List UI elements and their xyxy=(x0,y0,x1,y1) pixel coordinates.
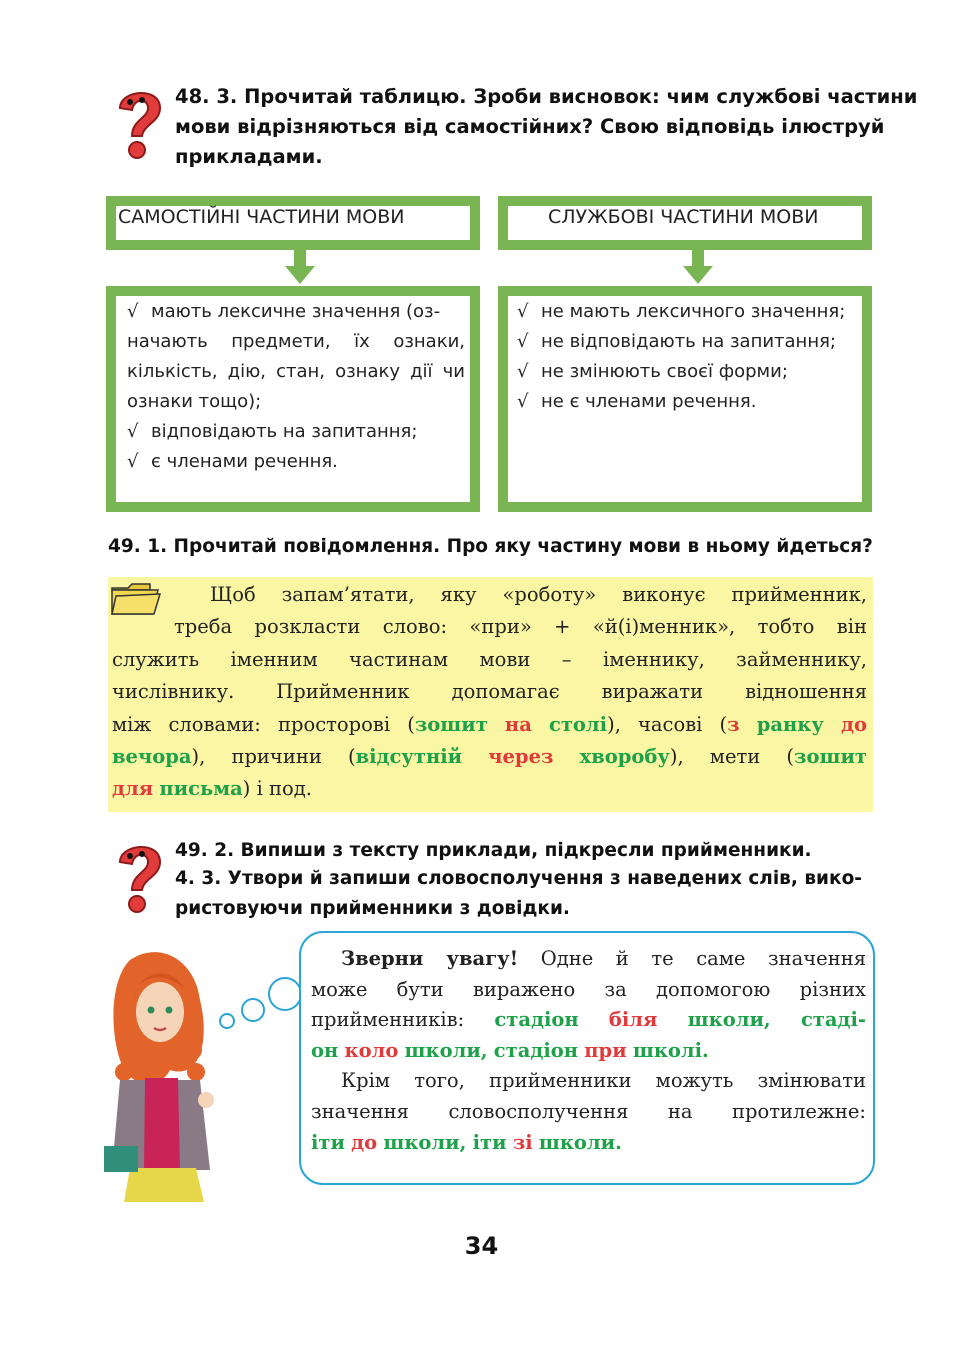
text: ), мети ( xyxy=(669,745,795,769)
list-item-text: не відповідають на запитання; xyxy=(541,331,836,352)
check-icon: √ xyxy=(517,361,529,382)
preposition: при xyxy=(584,1038,627,1062)
task-48 xyxy=(175,82,917,172)
list-item xyxy=(517,327,857,357)
rule-text xyxy=(112,579,867,806)
check-icon: √ xyxy=(127,301,139,322)
rule-line: числівнику. Прийменник допомагає виражати відношення xyxy=(112,680,867,704)
rule-line: Щоб запам’ятати, яку «роботу» виконує прийменник, xyxy=(210,583,867,606)
preposition: до xyxy=(351,1130,378,1154)
preposition: для xyxy=(112,777,154,801)
text: між словами: просторові ( xyxy=(112,712,415,736)
text: прийменників: xyxy=(311,1008,465,1032)
list-item-cont: ознаки тощо); xyxy=(127,391,262,412)
list-item xyxy=(127,447,465,477)
preposition: біля xyxy=(608,1008,658,1032)
page-number: 34 xyxy=(464,1232,499,1260)
question-mark-icon xyxy=(112,82,168,168)
note-line: значення словосполучення на протилежне: xyxy=(311,1099,866,1123)
task-48-line1: 48. 3. Прочитай таблицю. Зроби висновок: чим службові частини xyxy=(175,85,918,108)
note-text xyxy=(311,944,866,1158)
list-item-text: є членами речення. xyxy=(151,451,338,472)
example-word: зошит xyxy=(414,712,488,736)
left-list xyxy=(127,297,465,477)
note-line: Крім того, прийменники можуть змінювати xyxy=(341,1069,866,1093)
preposition: зі xyxy=(512,1130,533,1154)
check-icon: √ xyxy=(517,301,529,322)
text: ), причини ( xyxy=(191,745,356,769)
example-word: зошит xyxy=(794,745,868,769)
left-header-text: САМОСТІЙНІ ЧАСТИНИ МОВИ xyxy=(118,206,405,228)
example-word: школі. xyxy=(632,1038,709,1062)
note-heading: Зверни увагу! xyxy=(341,947,519,970)
example-word: школи, xyxy=(383,1130,467,1154)
example-word: столі xyxy=(548,712,608,736)
preposition: з xyxy=(727,712,740,736)
example-word: іти xyxy=(311,1130,345,1154)
rule-line xyxy=(112,741,867,773)
task-48-line3: прикладами. xyxy=(175,145,323,168)
task-4-3-line1: 4. 3. Утвори й запиши словосполучення з наведених слів, вико- xyxy=(175,868,862,889)
example-word: вечора xyxy=(112,745,192,769)
example-word: стадіон xyxy=(493,1038,579,1062)
list-item-cont: кількість, дію, стан, ознаку дії чи xyxy=(127,361,465,382)
preposition: на xyxy=(504,712,532,736)
check-icon: √ xyxy=(127,421,139,442)
check-icon: √ xyxy=(517,391,529,412)
list-item-cont: начають предмети, їх ознаки, xyxy=(127,331,465,352)
check-icon: √ xyxy=(517,331,529,352)
note-line xyxy=(311,1036,866,1067)
task-49-2: 49. 2. Випиши з тексту приклади, підкресли прийменники. xyxy=(175,840,812,861)
right-header-text: СЛУЖБОВІ ЧАСТИНИ МОВИ xyxy=(548,206,819,228)
down-arrow-icon xyxy=(285,250,315,286)
list-item-text: не змінюють своєї форми; xyxy=(541,361,788,382)
example-word: стаді- xyxy=(800,1008,867,1032)
example-word: хворобу xyxy=(579,745,670,769)
list-item xyxy=(127,417,465,447)
down-arrow-icon xyxy=(683,250,713,286)
rule-line: служить іменним частинам мови – іменнику, займеннику, xyxy=(112,647,867,671)
note-line xyxy=(311,1128,866,1159)
list-item-text: не є членами речення. xyxy=(541,391,757,412)
preposition: через xyxy=(488,745,554,769)
rule-line: треба розкласти слово: «при» + «й(і)менник», тобто він xyxy=(174,615,867,639)
girl-illustration xyxy=(100,940,225,1208)
right-list xyxy=(517,297,857,417)
task-48-line2: мови відрізняються від самостійних? Свою відповідь ілюструй xyxy=(175,115,885,138)
preposition: коло xyxy=(344,1038,399,1062)
text: Одне й те саме значення xyxy=(540,947,866,970)
example-word: школи, xyxy=(687,1008,771,1032)
example-word: он xyxy=(311,1038,339,1062)
rule-line xyxy=(112,773,867,805)
task-4-3 xyxy=(175,864,862,924)
rule-line xyxy=(112,709,867,741)
example-word: відсутній xyxy=(355,745,463,769)
note-line xyxy=(311,944,866,975)
list-item xyxy=(517,357,857,387)
preposition: до xyxy=(840,712,867,736)
example-word: іти xyxy=(472,1130,507,1154)
list-item-text: не мають лексичного значення; xyxy=(541,301,846,322)
example-word: школи. xyxy=(538,1130,622,1154)
note-line xyxy=(311,1005,866,1036)
task-49-1: 49. 1. Прочитай повідомлення. Про яку частину мови в ньому йдеться? xyxy=(108,536,873,557)
list-item-text: мають лексичне значення (оз- xyxy=(151,301,441,322)
example-word: ранку xyxy=(756,712,824,736)
list-item xyxy=(517,387,857,417)
note-line: може бути виражено за допомогою різних xyxy=(311,977,866,1001)
question-mark-icon xyxy=(112,836,168,922)
text: ), часові ( xyxy=(607,712,728,736)
example-word: школи, xyxy=(404,1038,488,1062)
list-item-text: відповідають на запитання; xyxy=(151,421,418,442)
example-word: стадіон xyxy=(494,1008,579,1032)
thought-bubbles xyxy=(215,972,305,1032)
list-item xyxy=(127,297,465,327)
example-word: письма xyxy=(159,777,243,801)
list-item xyxy=(517,297,857,327)
text: ) і под. xyxy=(242,777,312,801)
check-icon: √ xyxy=(127,451,139,472)
task-4-3-line2: ристовуючи прийменники з довідки. xyxy=(175,898,570,919)
